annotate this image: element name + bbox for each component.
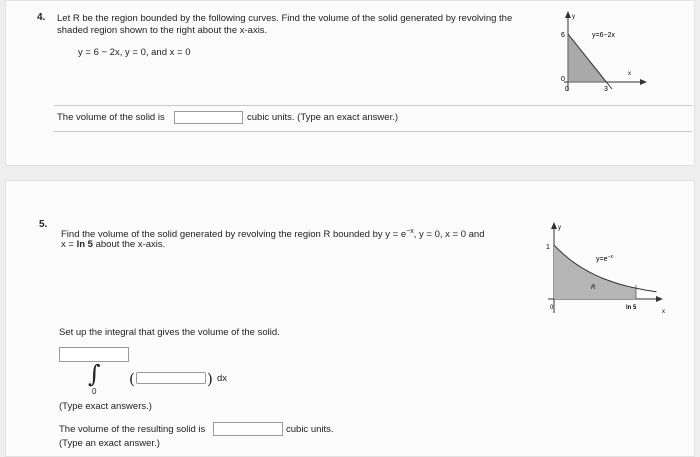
answer-suffix: cubic units. (Type an exact answer.) [247,112,399,123]
question-4-card [5,0,695,166]
curve-label: y=6−2x [592,32,615,39]
exact-answer-note: (Type an exact answer.) [59,438,160,449]
question-prompt: Find the volume of the solid generated by revolving the region R bounded by $y = e^{-x}$, y = 0, x = 0 and [61,228,485,241]
y-axis-label: y [572,14,575,20]
question-prompt: Let R be the region bounded by the following curves. Find the volume of the solid generated by revolving the [57,13,513,24]
differential: dx [217,373,228,384]
question-prompt-continued: shaded region shown to the right about the x-axis. [57,25,268,36]
tick-y-1: 1 [546,244,550,251]
divider [54,105,692,106]
x-axis-label: x [662,309,665,315]
integrand-input[interactable] [136,372,206,384]
volume-result-input[interactable] [213,422,283,436]
graph-q4 [532,9,652,97]
tick-origin: 0 [550,305,554,311]
integral-sign: ∫ [88,360,101,388]
question-number: 5. [39,219,48,230]
equations: y = 6 − 2x, y = 0, and x = 0 [78,47,191,58]
tick-x-ln5: ln 5 [626,305,637,311]
tick-y-6: 6 [561,32,565,39]
result-suffix: cubic units. [286,424,334,435]
divider [54,131,692,132]
answer-prefix: The volume of the solid is [57,112,165,123]
curve-label: $y=e^{-x}$ [596,254,613,263]
tick-y-origin: 0 [561,76,565,83]
right-paren: ) [207,370,213,388]
question-number: 4. [37,12,46,23]
setup-prompt: Set up the integral that gives the volume of the solid. [59,327,280,338]
question-prompt-continued: x = ln 5 about the x-axis. [61,239,166,250]
exact-answers-note: (Type exact answers.) [59,401,152,412]
tick-x-3: 3 [604,86,608,93]
lower-limit: 0 [92,387,97,396]
region-label: R [591,285,596,291]
tick-x-origin: 0 [565,86,569,93]
x-axis-arrow-icon [640,79,647,85]
y-axis-arrow-icon [565,11,571,18]
result-prefix: The volume of the resulting solid is [59,424,206,435]
y-axis-label: y [558,225,561,231]
question-5-card [5,180,695,457]
x-axis-arrow-icon [656,296,663,302]
left-paren: ( [129,370,135,388]
x-axis-label: x [628,71,631,77]
y-axis-arrow-icon [551,222,557,229]
volume-answer-input[interactable] [174,111,243,124]
graph-q5 [536,221,671,321]
